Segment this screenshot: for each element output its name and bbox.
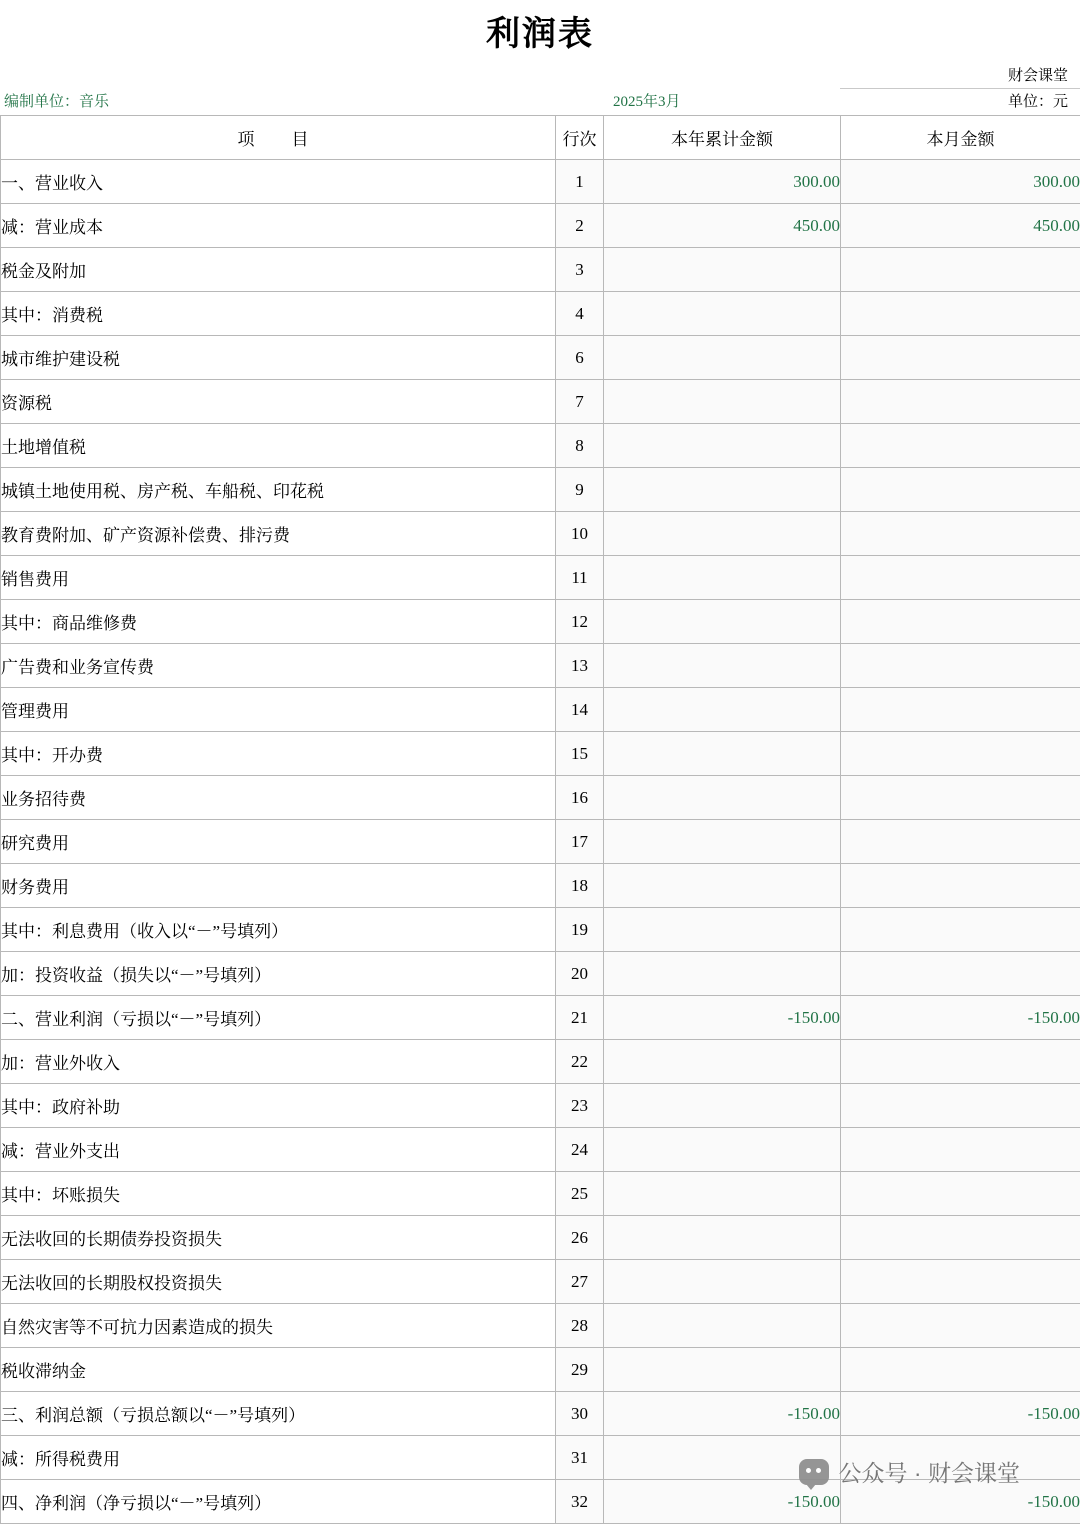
row-year-total-value[interactable] bbox=[604, 292, 841, 336]
row-item-label[interactable]: 一、营业收入 bbox=[1, 160, 556, 204]
row-month-value[interactable]: 450.00 bbox=[841, 204, 1080, 248]
row-line-number: 19 bbox=[556, 908, 604, 952]
row-year-total-value[interactable]: -150.00 bbox=[604, 1392, 841, 1436]
table-row bbox=[1, 820, 1080, 864]
row-month-value[interactable] bbox=[841, 1084, 1080, 1128]
row-month-value[interactable] bbox=[841, 1216, 1080, 1260]
table-row bbox=[1, 468, 1080, 512]
row-item-label[interactable]: 加：投资收益（损失以“－”号填列） bbox=[1, 952, 556, 996]
row-year-total-value[interactable] bbox=[604, 424, 841, 468]
row-line-number: 23 bbox=[556, 1084, 604, 1128]
row-month-value[interactable] bbox=[841, 248, 1080, 292]
table-row bbox=[1, 600, 1080, 644]
row-item-label[interactable]: 减：营业成本 bbox=[1, 204, 556, 248]
row-item-label[interactable]: 研究费用 bbox=[1, 820, 556, 864]
row-month-value[interactable] bbox=[841, 468, 1080, 512]
row-item-label[interactable]: 其中：利息费用（收入以“－”号填列） bbox=[1, 908, 556, 952]
row-year-total-value[interactable] bbox=[604, 600, 841, 644]
row-month-value[interactable]: -150.00 bbox=[841, 996, 1080, 1040]
row-line-number: 15 bbox=[556, 732, 604, 776]
row-line-number: 8 bbox=[556, 424, 604, 468]
row-line-number: 7 bbox=[556, 380, 604, 424]
row-item-label[interactable]: 城市维护建设税 bbox=[1, 336, 556, 380]
row-item-label[interactable]: 自然灾害等不可抗力因素造成的损失 bbox=[1, 1304, 556, 1348]
row-year-total-value[interactable] bbox=[604, 512, 841, 556]
watermark bbox=[799, 1455, 1020, 1488]
table-row bbox=[1, 1084, 1080, 1128]
row-line-number: 6 bbox=[556, 336, 604, 380]
table-row bbox=[1, 908, 1080, 952]
row-year-total-value[interactable] bbox=[604, 820, 841, 864]
row-line-number: 26 bbox=[556, 1216, 604, 1260]
row-item-label[interactable]: 其中：商品维修费 bbox=[1, 600, 556, 644]
row-line-number: 30 bbox=[556, 1392, 604, 1436]
table-row bbox=[1, 336, 1080, 380]
row-month-value[interactable] bbox=[841, 908, 1080, 952]
row-item-label[interactable]: 教育费附加、矿产资源补偿费、排污费 bbox=[1, 512, 556, 556]
row-line-number: 11 bbox=[556, 556, 604, 600]
row-year-total-value[interactable] bbox=[604, 1304, 841, 1348]
row-line-number: 17 bbox=[556, 820, 604, 864]
row-item-label[interactable]: 无法收回的长期股权投资损失 bbox=[1, 1260, 556, 1304]
row-line-number: 13 bbox=[556, 644, 604, 688]
row-month-value[interactable] bbox=[841, 776, 1080, 820]
row-year-total-value[interactable] bbox=[604, 908, 841, 952]
row-item-label[interactable]: 加：营业外收入 bbox=[1, 1040, 556, 1084]
row-item-label[interactable]: 业务招待费 bbox=[1, 776, 556, 820]
row-year-total-value[interactable] bbox=[604, 732, 841, 776]
row-line-number: 4 bbox=[556, 292, 604, 336]
row-month-value[interactable]: -150.00 bbox=[841, 1392, 1080, 1436]
table-row bbox=[1, 248, 1080, 292]
table-row bbox=[1, 688, 1080, 732]
row-year-total-value[interactable] bbox=[604, 1348, 841, 1392]
meta-spacer bbox=[555, 89, 603, 115]
table-row bbox=[1, 1128, 1080, 1172]
row-item-label[interactable]: 减：营业外支出 bbox=[1, 1128, 556, 1172]
row-year-total-value[interactable] bbox=[604, 248, 841, 292]
brand-row-spacer-period bbox=[603, 63, 840, 89]
table-row bbox=[1, 160, 1080, 204]
row-year-total-value[interactable]: 450.00 bbox=[604, 204, 841, 248]
row-month-value[interactable] bbox=[841, 1348, 1080, 1392]
row-month-value[interactable] bbox=[841, 1128, 1080, 1172]
table-row bbox=[1, 1392, 1080, 1436]
row-year-total-value[interactable] bbox=[604, 688, 841, 732]
row-line-number: 31 bbox=[556, 1436, 604, 1480]
row-item-label[interactable]: 税金及附加 bbox=[1, 248, 556, 292]
row-item-label[interactable]: 资源税 bbox=[1, 380, 556, 424]
brand-row-spacer-left bbox=[0, 63, 555, 89]
table-row bbox=[1, 732, 1080, 776]
row-year-total-value[interactable] bbox=[604, 336, 841, 380]
row-line-number: 22 bbox=[556, 1040, 604, 1084]
row-line-number: 12 bbox=[556, 600, 604, 644]
row-year-total-value[interactable] bbox=[604, 468, 841, 512]
row-item-label[interactable]: 其中：消费税 bbox=[1, 292, 556, 336]
row-month-value[interactable] bbox=[841, 292, 1080, 336]
row-item-label[interactable]: 广告费和业务宣传费 bbox=[1, 644, 556, 688]
table-header-row bbox=[1, 116, 1080, 160]
row-month-value[interactable] bbox=[841, 1172, 1080, 1216]
period-label: 2025年3月 bbox=[603, 89, 840, 115]
table-row bbox=[1, 864, 1080, 908]
row-item-label[interactable]: 销售费用 bbox=[1, 556, 556, 600]
table-row bbox=[1, 1040, 1080, 1084]
row-line-number: 1 bbox=[556, 160, 604, 204]
row-line-number: 29 bbox=[556, 1348, 604, 1392]
row-year-total-value[interactable] bbox=[604, 1260, 841, 1304]
row-item-label[interactable]: 财务费用 bbox=[1, 864, 556, 908]
row-year-total-value[interactable] bbox=[604, 1040, 841, 1084]
row-item-label[interactable]: 税收滞纳金 bbox=[1, 1348, 556, 1392]
row-month-value[interactable] bbox=[841, 424, 1080, 468]
table-row bbox=[1, 1216, 1080, 1260]
table-row bbox=[1, 776, 1080, 820]
row-item-label[interactable]: 城镇土地使用税、房产税、车船税、印花税 bbox=[1, 468, 556, 512]
column-header-year-total: 本年累计金额 bbox=[604, 116, 841, 160]
row-year-total-value[interactable] bbox=[604, 952, 841, 996]
row-item-label[interactable]: 管理费用 bbox=[1, 688, 556, 732]
meta-row bbox=[0, 89, 1080, 115]
row-year-total-value[interactable] bbox=[604, 1216, 841, 1260]
table-row bbox=[1, 424, 1080, 468]
row-item-label[interactable]: 无法收回的长期债券投资损失 bbox=[1, 1216, 556, 1260]
row-year-total-value[interactable] bbox=[604, 556, 841, 600]
table-row bbox=[1, 996, 1080, 1040]
row-month-value[interactable] bbox=[841, 512, 1080, 556]
table-row bbox=[1, 1172, 1080, 1216]
row-item-label[interactable]: 四、净利润（净亏损以“－”号填列） bbox=[1, 1480, 556, 1524]
column-header-line: 行次 bbox=[556, 116, 604, 160]
brand-row bbox=[0, 63, 1080, 89]
row-item-label[interactable]: 其中：开办费 bbox=[1, 732, 556, 776]
row-item-label[interactable]: 二、营业利润（亏损以“－”号填列） bbox=[1, 996, 556, 1040]
row-year-total-value[interactable] bbox=[604, 644, 841, 688]
watermark-label: 公众号 · 财会课堂 bbox=[839, 1455, 1020, 1488]
row-year-total-value[interactable] bbox=[604, 1172, 841, 1216]
row-year-total-value[interactable]: -150.00 bbox=[604, 996, 841, 1040]
row-month-value[interactable] bbox=[841, 820, 1080, 864]
row-month-value[interactable] bbox=[841, 732, 1080, 776]
table-row bbox=[1, 1348, 1080, 1392]
row-line-number: 14 bbox=[556, 688, 604, 732]
brand-row-spacer-mid bbox=[555, 63, 603, 89]
income-statement-table bbox=[0, 115, 1080, 1524]
row-line-number: 16 bbox=[556, 776, 604, 820]
row-month-value[interactable] bbox=[841, 644, 1080, 688]
row-line-number: 27 bbox=[556, 1260, 604, 1304]
row-year-total-value[interactable]: -150.00 bbox=[604, 1480, 841, 1524]
row-month-value[interactable] bbox=[841, 556, 1080, 600]
row-line-number: 9 bbox=[556, 468, 604, 512]
row-month-value[interactable] bbox=[841, 1260, 1080, 1304]
row-month-value[interactable]: 300.00 bbox=[841, 160, 1080, 204]
row-month-value[interactable] bbox=[841, 1040, 1080, 1084]
table-row bbox=[1, 204, 1080, 248]
brand-label: 财会课堂 bbox=[840, 63, 1080, 89]
row-month-value[interactable] bbox=[841, 600, 1080, 644]
row-line-number: 10 bbox=[556, 512, 604, 556]
row-line-number: 32 bbox=[556, 1480, 604, 1524]
row-month-value[interactable]: -150.00 bbox=[841, 1480, 1080, 1524]
row-item-label[interactable]: 其中：坏账损失 bbox=[1, 1172, 556, 1216]
row-month-value[interactable] bbox=[841, 688, 1080, 732]
wechat-icon bbox=[799, 1459, 829, 1485]
table-row bbox=[1, 556, 1080, 600]
column-header-month: 本月金额 bbox=[841, 116, 1080, 160]
row-item-label[interactable]: 减：所得税费用 bbox=[1, 1436, 556, 1480]
row-line-number: 3 bbox=[556, 248, 604, 292]
prepared-by-label: 编制单位：音乐 bbox=[0, 89, 555, 115]
row-line-number: 25 bbox=[556, 1172, 604, 1216]
row-item-label[interactable]: 三、利润总额（亏损总额以“－”号填列） bbox=[1, 1392, 556, 1436]
table-row bbox=[1, 1304, 1080, 1348]
row-year-total-value[interactable] bbox=[604, 380, 841, 424]
row-line-number: 18 bbox=[556, 864, 604, 908]
row-item-label[interactable]: 土地增值税 bbox=[1, 424, 556, 468]
column-header-item: 项 目 bbox=[1, 116, 556, 160]
row-line-number: 2 bbox=[556, 204, 604, 248]
table-row bbox=[1, 644, 1080, 688]
table-row bbox=[1, 512, 1080, 556]
row-line-number: 21 bbox=[556, 996, 604, 1040]
row-month-value[interactable] bbox=[841, 1304, 1080, 1348]
row-year-total-value[interactable] bbox=[604, 776, 841, 820]
row-line-number: 24 bbox=[556, 1128, 604, 1172]
row-year-total-value[interactable] bbox=[604, 864, 841, 908]
page-title: 利润表 bbox=[0, 0, 1080, 63]
row-line-number: 20 bbox=[556, 952, 604, 996]
row-month-value[interactable] bbox=[841, 864, 1080, 908]
row-year-total-value[interactable]: 300.00 bbox=[604, 160, 841, 204]
row-month-value[interactable] bbox=[841, 380, 1080, 424]
table-row bbox=[1, 1260, 1080, 1304]
table-row bbox=[1, 952, 1080, 996]
table-row bbox=[1, 292, 1080, 336]
row-month-value[interactable] bbox=[841, 952, 1080, 996]
table-row bbox=[1, 380, 1080, 424]
row-year-total-value[interactable] bbox=[604, 1084, 841, 1128]
row-year-total-value[interactable] bbox=[604, 1128, 841, 1172]
row-month-value[interactable] bbox=[841, 336, 1080, 380]
row-item-label[interactable]: 其中：政府补助 bbox=[1, 1084, 556, 1128]
table-body bbox=[1, 160, 1080, 1524]
row-line-number: 28 bbox=[556, 1304, 604, 1348]
unit-label: 单位：元 bbox=[840, 89, 1080, 115]
